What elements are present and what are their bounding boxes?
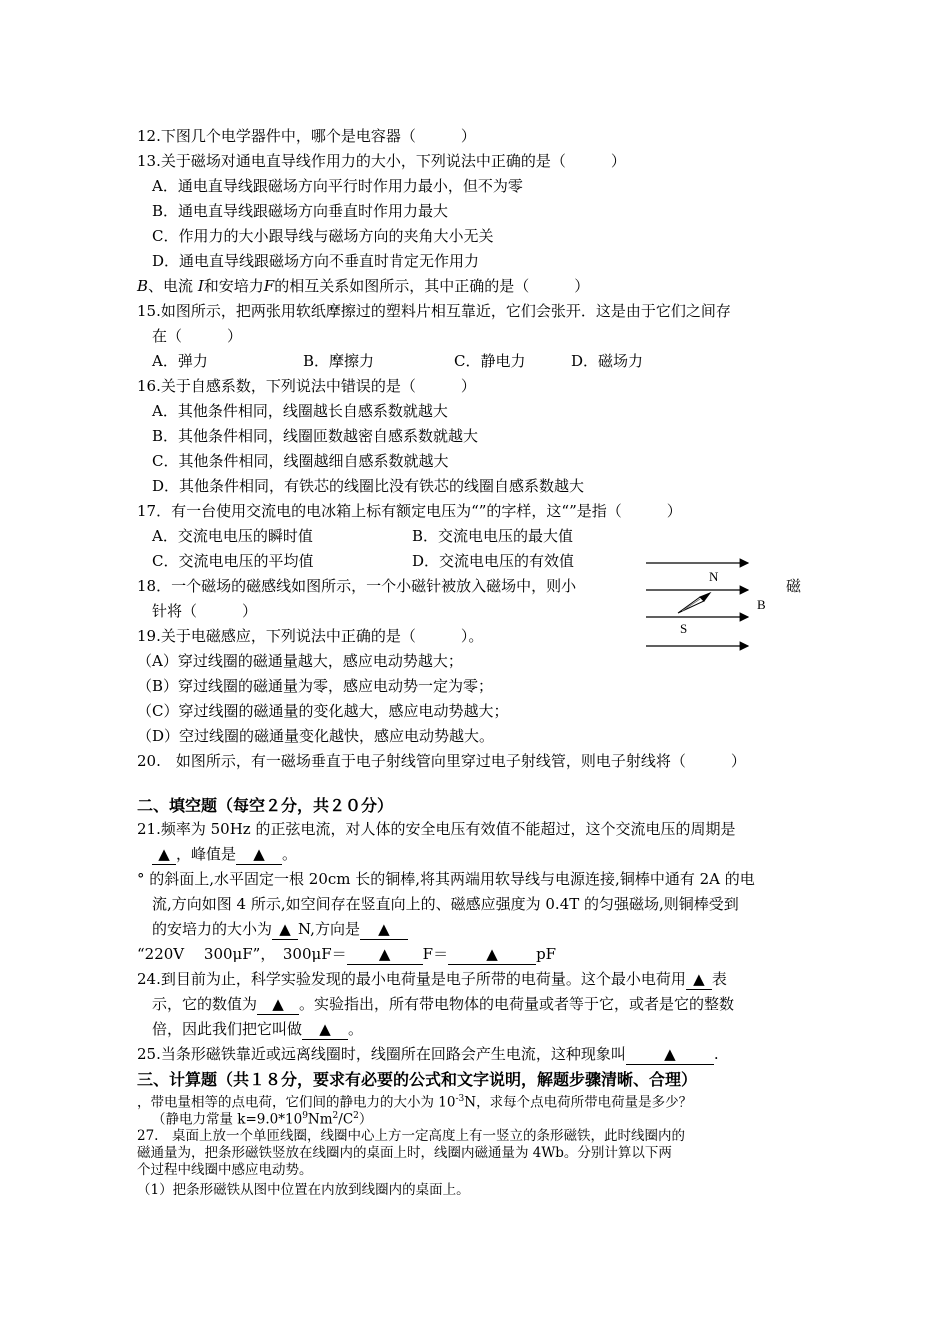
var-i: I [197, 277, 204, 295]
question-19-option-d: （D）空过线圈的磁通量变化越快，感应电动势越大。 [137, 727, 495, 745]
question-18-stem-line1: 18．一个磁场的磁感线如图所示，一个小磁针被放入磁场中，则小 [137, 577, 577, 595]
question-15-option-c: C．静电力 [454, 352, 526, 370]
answer-blank[interactable]: ▲ [257, 994, 299, 1015]
field-b-label: B [757, 597, 766, 612]
question-22-line3: 的安培力的大小为 ▲ N,方向是 ▲ [152, 919, 408, 940]
magnetic-field-figure [640, 555, 760, 655]
answer-blank[interactable]: ▲ [686, 969, 712, 990]
question-13-option-d: D．通电直导线跟磁场方向不垂直时肯定无作用力 [152, 252, 480, 270]
var-b: B [137, 277, 149, 295]
question-13-option-b: B．通电直导线跟磁场方向垂直时作用力最大 [152, 202, 449, 220]
question-17-option-a: A．交流电电压的瞬时值 [152, 527, 313, 545]
question-19-option-a: （A）穿过线圈的磁通量越大，感应电动势越大； [137, 652, 463, 670]
question-16-option-b: B．其他条件相同，线圈匝数越密自感系数就越大 [152, 427, 479, 445]
question-24-line1: 24.到目前为止，科学实验发现的最小电荷量是电子所带的电荷量。这个最小电荷用 ▲ 表 [137, 970, 727, 988]
question-21-line2: ▲ ，峰值是 ▲ 。 [152, 844, 297, 865]
section-2-heading: 二、填空题（每空２分，共２０分） [137, 796, 394, 815]
question-27-sub1: （1）把条形磁铁从图中位置在内放到线圈内的桌面上。 [137, 1182, 470, 1198]
question-13-option-a: A．通电直导线跟磁场方向平行时作用力最小，但不为零 [152, 177, 523, 195]
compass-needle-icon [678, 593, 710, 613]
question-24-line2: 示，它的数值为 ▲ 。实验指出，所有带电物体的电荷量或者等于它，或者是它的整数 [152, 995, 735, 1013]
question-18-stem-line2: 针将（ ） [152, 602, 258, 620]
question-17-option-d: D．交流电电压的有效值 [412, 552, 575, 570]
question-23: “220V 300μF”， 300μF＝ ▲ F＝ ▲ pF [137, 945, 557, 963]
question-26-line2: （静电力常量 $k=9.0*10^9Nm^2/C^2$） [152, 1111, 373, 1128]
question-16-stem: 16.关于自感系数，下列说法中错误的是（ ） [137, 377, 476, 395]
question-13-option-c: C．作用力的大小跟导线与磁场方向的夹角大小无关 [152, 227, 494, 245]
answer-blank[interactable]: ▲ [347, 944, 423, 965]
question-27-line1: 27. 桌面上放一个单匝线圈，线圈中心上方一定高度上有一竖立的条形磁铁，此时线圈内的 [137, 1128, 685, 1144]
question-19-option-b: （B）穿过线圈的磁通量为零，感应电动势一定为零； [137, 677, 494, 695]
question-22-line2: 流,方向如图 4 所示,如空间存在竖直向上的、磁感应强度为 0.4T 的匀强磁场,则铜棒受到 [152, 895, 739, 913]
question-27-line3: 个过程中线圈中感应电动势。 [137, 1162, 313, 1178]
answer-blank[interactable]: ▲ [448, 944, 536, 965]
answer-blank[interactable]: ▲ [360, 919, 408, 940]
question-15-stem-line1: 15.如图所示，把两张用软纸摩擦过的塑料片相互靠近，它们会张开．这是由于它们之间存 [137, 302, 731, 320]
question-14: B、电流 I和安培力F的相互关系如图所示，其中正确的是（ ） [137, 277, 590, 295]
answer-blank[interactable]: ▲ [236, 844, 282, 865]
answer-blank[interactable]: ▲ [626, 1044, 714, 1065]
question-16-option-d: D．其他条件相同，有铁芯的线圈比没有铁芯的线圈自感系数越大 [152, 477, 585, 495]
question-27-line2: 磁通量为，把条形磁铁竖放在线圈内的桌面上时，线圈内磁通量为 4Wb。分别计算以下两 [137, 1145, 672, 1161]
question-19-option-c: （C）穿过线圈的磁通量的变化越大，感应电动势越大； [137, 702, 509, 720]
question-17-stem: 17．有一台使用交流电的电冰箱上标有额定电压为“”的字样，这“”是指（ ） [137, 502, 682, 520]
var-f: F [263, 277, 275, 295]
question-15-stem-line2: 在（ ） [152, 327, 243, 345]
question-18-stem-line1-end: 磁 [786, 577, 802, 595]
question-26-line1: ，带电量相等的点电荷，它们间的静电力的大小为 $10^{-3}N$，求每个点电荷所带电荷量是多少？ [137, 1094, 693, 1111]
question-16-option-a: A．其他条件相同，线圈越长自感系数就越大 [152, 402, 448, 420]
answer-blank[interactable]: ▲ [302, 1019, 348, 1040]
section-3-heading: 三、计算题（共１８分，要求有必要的公式和文字说明，解题步骤清晰、合理） [137, 1070, 698, 1089]
question-22-line1: ° 的斜面上,水平固定一根 20cm 长的铜棒,将其两端用软导线与电源连接,铜棒中通有 2A 的电 [137, 870, 755, 888]
question-25: 25.当条形磁铁靠近或远离线圈时，线圈所在回路会产生电流，这种现象叫 ▲ . [137, 1045, 719, 1063]
question-24-line3: 倍，因此我们把它叫做 ▲ 。 [152, 1020, 364, 1038]
question-15-option-b: B．摩擦力 [303, 352, 375, 370]
question-16-option-c: C．其他条件相同，线圈越细自感系数就越大 [152, 452, 449, 470]
question-15-option-d: D．磁场力 [571, 352, 644, 370]
question-19-stem: 19.关于电磁感应，下列说法中正确的是（ ）。 [137, 627, 484, 645]
answer-blank[interactable]: ▲ [152, 844, 176, 865]
question-15-option-a: A．弹力 [152, 352, 208, 370]
answer-blank[interactable]: ▲ [272, 919, 298, 940]
north-label: N [709, 569, 719, 584]
south-label: S [680, 621, 688, 636]
question-17-option-b: B．交流电电压的最大值 [412, 527, 574, 545]
question-17-option-c: C．交流电电压的平均值 [152, 552, 314, 570]
question-13-stem: 13.关于磁场对通电直导线作用力的大小，下列说法中正确的是（ ） [137, 152, 626, 170]
question-20: 20. 如图所示，有一磁场垂直于电子射线管向里穿过电子射线管，则电子射线将（ ） [137, 752, 746, 770]
question-21-line1: 21.频率为 50Hz 的正弦电流，对人体的安全电压有效值不能超过，这个交流电压的周期是 [137, 820, 736, 838]
question-12: 12.下图几个电学器件中，哪个是电容器（ ） [137, 127, 476, 145]
